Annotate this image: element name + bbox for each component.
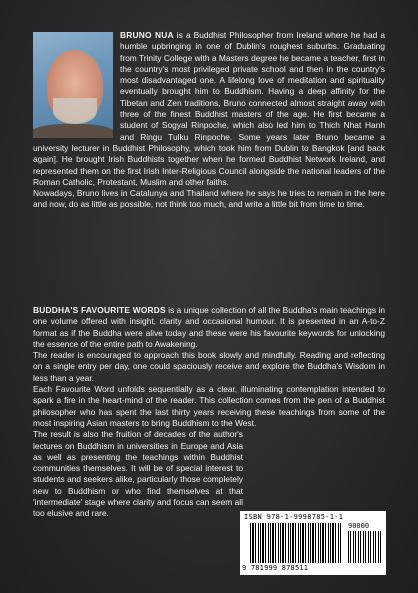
bio-paragraph-2: Nowadays, Bruno lives in Catalunya and Thailand where he says he tries to remain in the here and now, do as little as possible, not think too much, and write a little bit from time to time. xyxy=(33,188,385,210)
author-name: BRUNO NUA xyxy=(120,30,174,40)
isbn-barcode xyxy=(240,511,386,575)
book-title: BUDDHA'S FAVOURITE WORDS xyxy=(33,305,166,315)
desc-paragraph-3: Each Favourite Word unfolds sequentially as a clear, illuminating contemplation intended to spark a fire in the heart-mind of the reader. This collection comes from the pen of a Buddhist philosopher who has spent the last thirty years receiving these teachings from some of the most inspiring Asian masters to bring Buddhism to the West. xyxy=(33,384,385,428)
photo-spacer xyxy=(33,30,113,138)
book-description xyxy=(33,305,385,520)
desc-paragraph-2: The reader is encouraged to approach this book slowly and mindfully. Reading and reflecting on a single entry per day, one could spaciously receive and explore the Buddha's Wisdom in less than a year. xyxy=(33,350,385,383)
author-bio xyxy=(33,30,385,211)
addon-bars xyxy=(348,531,382,563)
barcode-bars xyxy=(250,523,342,563)
desc-paragraph-1 xyxy=(33,305,385,350)
isbn-label: ISBN 978-1-9998785-1-1 xyxy=(244,513,344,521)
ean-number: 9 781999 878511 xyxy=(242,564,309,572)
desc-paragraph-4: The result is also the fruition of decades of the author's lectures on Buddhism in universities in Europe and Asia as well as presenting the teachings within Buddhist communities themselves. It will be of special interest to students and seekers alike, particularly those completely new to Buddhism or who find themselves at that 'intermediate' stage where clarity and focus can seem all too elusive and rare. xyxy=(33,429,243,519)
price-addon: 90000 xyxy=(348,522,370,530)
desc-text-1: is a unique collection of all the Buddha's main teachings in one volume offered with insight, clarity and occasional humour. It is presented in an A-to-Z format as if the Buddha were alive today and these were his favourite keywords for unlocking the essence of the entire path to Awakening. xyxy=(33,305,385,349)
bio-text: is a Buddhist Philosopher from Ireland where he had a humble upbringing in one of Dublin's roughest suburbs. Graduating from Trinity College with a Masters degree he became a teacher, first in the country's most privileged private school and then in the country's most disadvantaged one. A lifelong love of meditation and spirituality eventually brought him to Buddhism. Having a deep affinity for the Tibetan and Zen traditions, Bruno connected almost straight away with three of the finest Buddhist masters of the age. He first became a student of Sogyal Rinpoche, which also led him to Thich Nhat Hanh and Ringu Tulku Rinpoche. Some years later Bruno became a university lecturer in Buddhist Philosophy, which took him from Dublin to Bangkok [and back again]. He brought Irish Buddhists together when he formed Buddhist Network Ireland, and represented them on the first Irish Inter-Religious Council alongside the national leaders of the Roman Catholic, Protestant, Muslim and other faiths. xyxy=(33,30,385,187)
